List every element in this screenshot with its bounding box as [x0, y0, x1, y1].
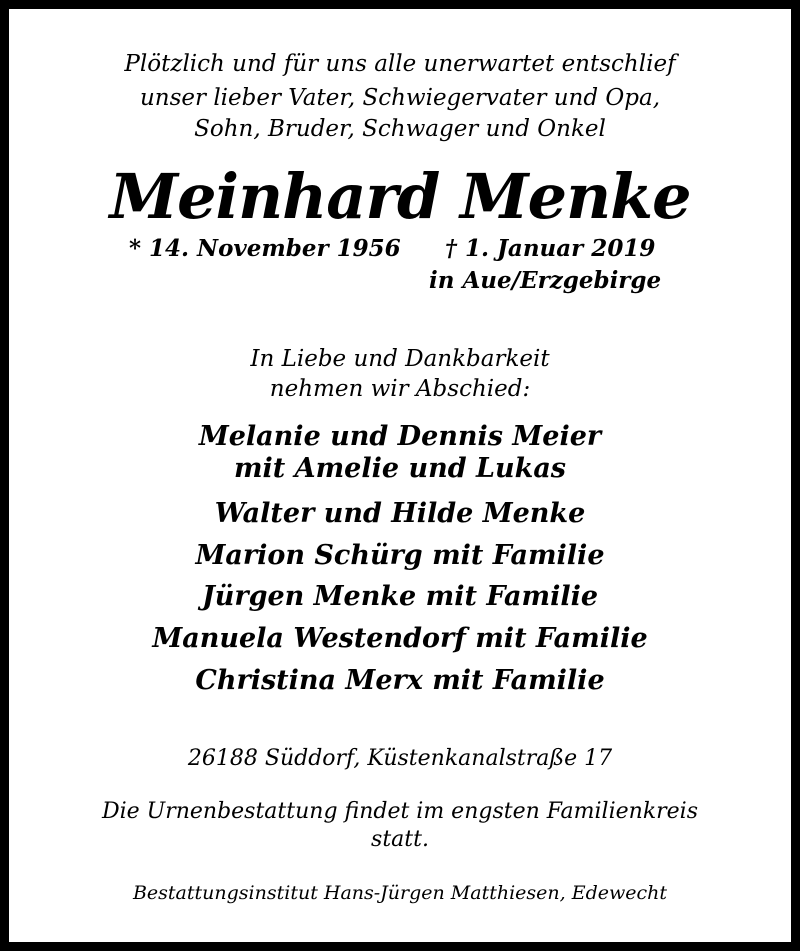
family-line-4: Marion Schürg mit Familie — [195, 540, 605, 571]
mourning-line-2: nehmen wir Abschied: — [269, 376, 531, 402]
intro-line-1: Plötzlich und für uns alle unerwartet entschlief — [124, 51, 676, 77]
family-line-3: Walter und Hilde Menke — [214, 498, 586, 529]
family-line-2: mit Amelie und Lukas — [233, 453, 567, 484]
death-date: † 1. Januar 2019 — [445, 235, 656, 262]
birth-date: * 14. November 1956 — [129, 235, 401, 262]
family-line-7: Christina Merx mit Familie — [195, 665, 605, 696]
burial-line-2: statt. — [371, 827, 429, 852]
address: 26188 Süddorf, Küstenkanalstraße 17 — [187, 746, 613, 771]
death-place: in Aue/Erzgebirge — [429, 267, 662, 294]
intro-line-3: Sohn, Bruder, Schwager und Onkel — [194, 116, 606, 142]
intro-line-2: unser lieber Vater, Schwiegervater und Opa, — [139, 85, 661, 111]
deceased-name: Meinhard Menke — [109, 160, 691, 233]
undertaker: Bestattungsinstitut Hans-Jürgen Matthiesen, Edewecht — [132, 882, 668, 904]
mourning-line-1: In Liebe und Dankbarkeit — [250, 346, 550, 372]
family-line-6: Manuela Westendorf mit Familie — [152, 623, 648, 654]
family-line-5: Jürgen Menke mit Familie — [201, 581, 599, 612]
burial-line-1: Die Urnenbestattung findet im engsten Familienkreis — [101, 799, 699, 824]
family-line-1: Melanie und Dennis Meier — [198, 421, 602, 452]
